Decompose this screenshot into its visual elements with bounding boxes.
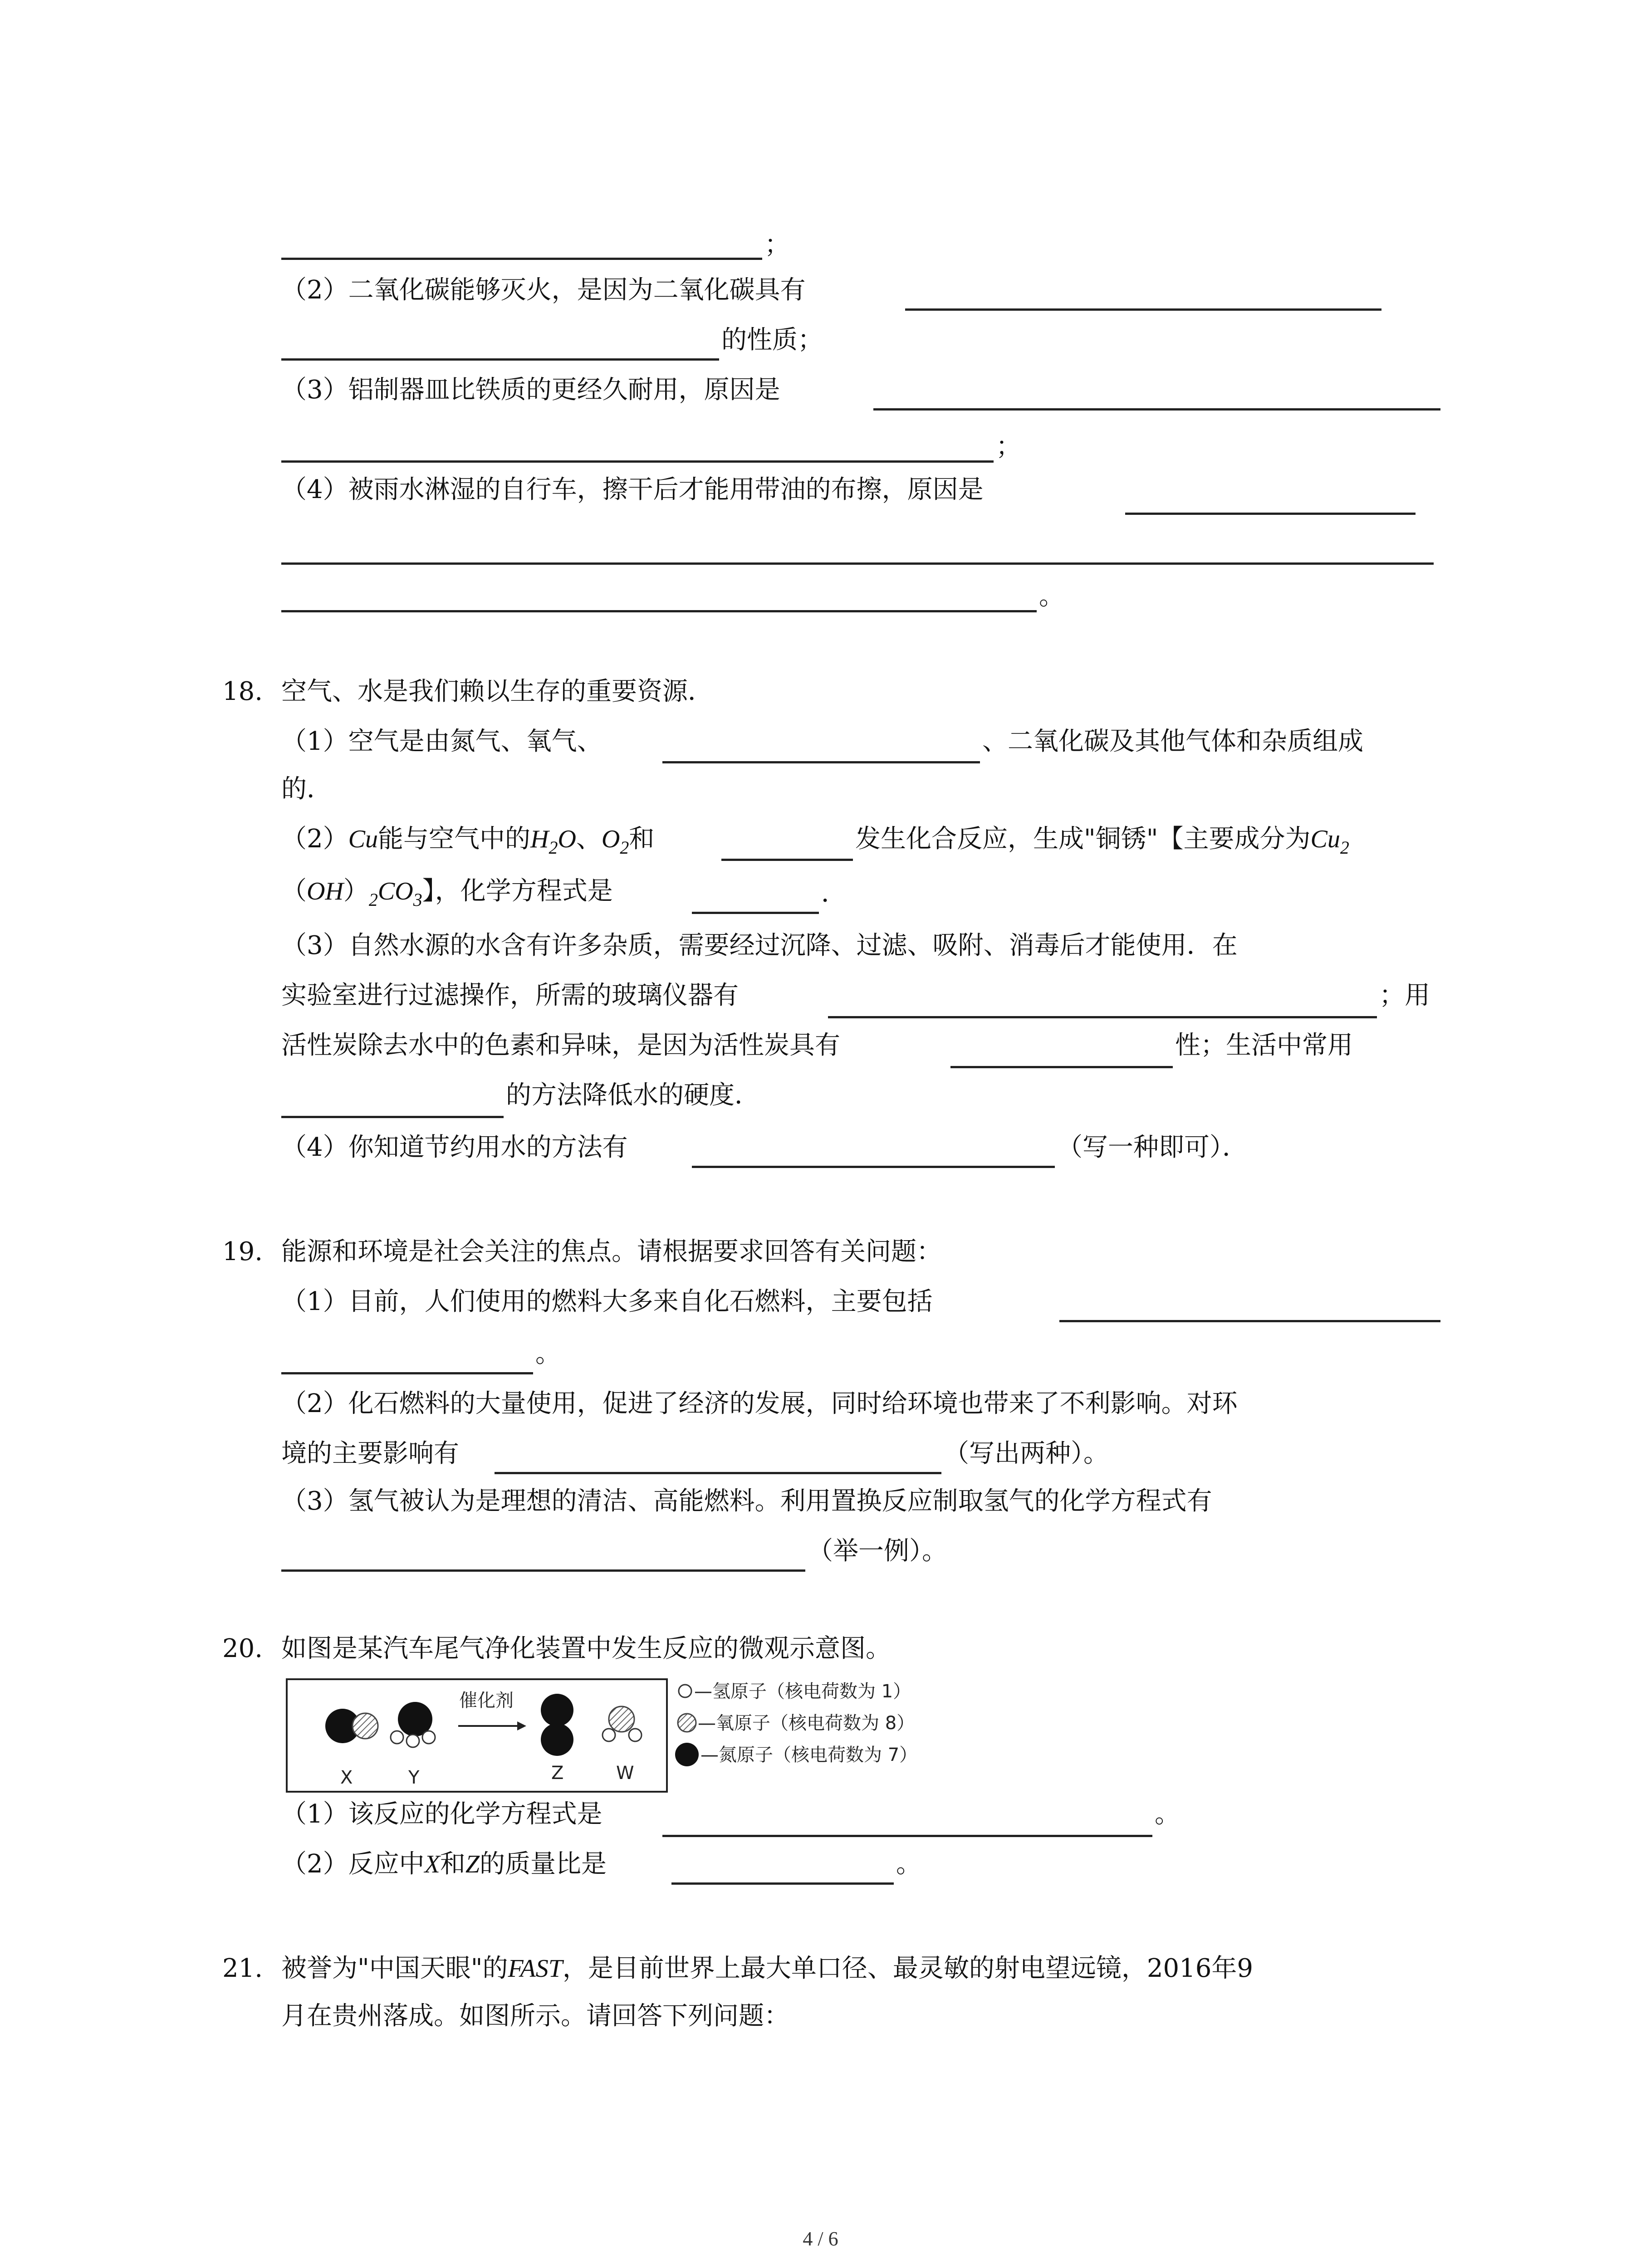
oxygen-atom: [609, 1706, 634, 1732]
q19-part2-b: 境的主要影响有: [281, 1439, 459, 1468]
answer-blank[interactable]: [281, 358, 719, 361]
q20-part1: （1）该反应的化学方程式是: [281, 1799, 603, 1829]
answer-blank[interactable]: [950, 1066, 1173, 1068]
question-stem: 被誉为"中国天眼"的FAST，是目前世界上最大单口径、最灵敏的射电望远镜，2016年9: [281, 1954, 1254, 1983]
legend-hydrogen: —氢原子（核电荷数为 1）: [694, 1681, 911, 1702]
label-z: Z: [551, 1763, 564, 1784]
q17-part4: （4）被雨水淋湿的自行车，擦干后才能用带油的布擦，原因是: [281, 475, 984, 504]
legend-oxygen-icon: [678, 1714, 696, 1732]
q18-part3: （3）自然水源的水含有许多杂质，需要经过沉降、过滤、吸附、消毒后才能使用．在: [281, 931, 1238, 960]
answer-blank[interactable]: [1125, 513, 1416, 515]
hydrogen-atom: [603, 1729, 615, 1741]
legend-nitrogen-icon: [675, 1743, 699, 1766]
answer-blank[interactable]: [281, 610, 1037, 612]
answer-blank[interactable]: [828, 1016, 1377, 1018]
hydrogen-atom: [422, 1731, 435, 1744]
q18-part2-c: $(OH)_2CO_3$】，化学方程式是: [281, 876, 613, 910]
molecule-w: [603, 1706, 642, 1741]
q18-part3-d: 活性炭除去水中的色素和异味，是因为活性炭具有: [281, 1031, 840, 1060]
question-number: 21.: [222, 1954, 263, 1983]
formula-cu2: $Cu_2$: [1310, 825, 1349, 858]
molecule-y: [391, 1702, 435, 1747]
q18-part3-b: 实验室进行过滤操作，所需的玻璃仪器有: [281, 981, 739, 1010]
arrow-head: [517, 1721, 526, 1730]
question-stem: 能源和环境是社会关注的焦点。请根据要求回答有关问题：: [281, 1237, 942, 1266]
nitrogen-atom: [541, 1694, 573, 1726]
answer-blank[interactable]: [873, 408, 1440, 411]
formula-cu: Cu: [348, 825, 378, 853]
oxygen-atom: [353, 1713, 378, 1739]
legend-hydrogen-icon: [679, 1685, 691, 1697]
q18-part2-b: 发生化合反应，生成"铜锈"【主要成分为$Cu_2$: [855, 824, 1349, 858]
q19-part3: （3）氢气被认为是理想的清洁、高能燃料。利用置换反应制取氢气的化学方程式有: [281, 1486, 1212, 1516]
formula-o2: $O_2$: [601, 825, 629, 858]
punct: ；: [764, 230, 790, 259]
answer-blank[interactable]: [662, 1835, 1152, 1837]
q18-part1-c: 的．: [281, 774, 332, 804]
legend-oxygen: —氧原子（核电荷数为 8）: [698, 1713, 915, 1734]
question-number: 19.: [222, 1237, 263, 1266]
answer-blank[interactable]: [281, 1116, 504, 1118]
hydrogen-atom: [629, 1729, 642, 1741]
formula-h2o: $H_2O$: [530, 825, 576, 858]
q18-part4-b: （写一种即可）．: [1057, 1133, 1248, 1162]
reaction-diagram: [286, 1678, 921, 1796]
punct: ．: [821, 879, 847, 908]
answer-blank[interactable]: [281, 1569, 805, 1572]
answer-blank[interactable]: [281, 562, 1434, 565]
q18-part1: （1）空气是由氮气、氧气、: [281, 727, 603, 756]
q18-part3-c: ；用: [1379, 981, 1430, 1010]
answer-blank[interactable]: [721, 859, 853, 861]
formula-oh: OH: [307, 877, 343, 905]
label-x: X: [340, 1767, 353, 1788]
molecule-z: [541, 1694, 573, 1756]
q17-part2: （2）二氧化碳能够灭火，是因为二氧化碳具有: [281, 275, 806, 305]
answer-blank[interactable]: [692, 912, 819, 914]
punct: 。: [896, 1849, 921, 1879]
punct: ；: [996, 432, 1021, 461]
question-stem: 空气、水是我们赖以生存的重要资源．: [281, 677, 713, 706]
question-stem-line2: 月在贵州落成。如图所示。请回答下列问题：: [281, 2001, 789, 2031]
punct: 。: [535, 1339, 561, 1369]
nitrogen-atom: [541, 1723, 573, 1756]
q19-part2-c: （写出两种）。: [944, 1439, 1109, 1468]
hydrogen-atom: [407, 1735, 419, 1747]
answer-blank[interactable]: [1059, 1320, 1440, 1322]
q19-part1: （1）目前，人们使用的燃料大多来自化石燃料，主要包括: [281, 1287, 933, 1316]
q19-part2: （2）化石燃料的大量使用，促进了经济的发展，同时给环境也带来了不利影响。对环: [281, 1389, 1238, 1418]
answer-blank[interactable]: [281, 1372, 533, 1374]
punct: 。: [1155, 1799, 1180, 1829]
question-number: 18.: [222, 677, 263, 706]
q20-part2: （2）反应中X和Z的质量比是: [281, 1849, 607, 1879]
q17-part2-end: 的性质；: [721, 325, 823, 355]
formula-co3: $_2CO_3$: [368, 877, 422, 910]
q18-part4: （4）你知道节约用水的方法有: [281, 1133, 628, 1162]
hydrogen-atom: [391, 1731, 403, 1744]
answer-blank[interactable]: [281, 460, 994, 463]
punct: 。: [1039, 582, 1064, 611]
question-stem: 如图是某汽车尾气净化装置中发生反应的微观示意图。: [281, 1634, 891, 1663]
answer-blank[interactable]: [662, 761, 980, 763]
q17-part3: （3）铝制器皿比铁质的更经久耐用，原因是: [281, 375, 780, 405]
answer-blank[interactable]: [905, 308, 1381, 311]
catalyst-label: 催化剂: [459, 1690, 514, 1711]
answer-blank[interactable]: [692, 1166, 1055, 1168]
q18-part3-e: 性；生活中常用: [1175, 1031, 1353, 1060]
q18-part3-f: 的方法降低水的硬度．: [506, 1080, 760, 1110]
answer-blank[interactable]: [495, 1472, 941, 1474]
q19-part3-b: （举一例）。: [808, 1536, 947, 1566]
q18-part2: （2）Cu能与空气中的$H_2O$、$O_2$和: [281, 824, 655, 858]
label-w: W: [616, 1763, 634, 1784]
question-number: 20.: [222, 1634, 263, 1663]
answer-blank[interactable]: [671, 1882, 894, 1885]
legend-nitrogen: —氮原子（核电荷数为 7）: [700, 1745, 918, 1765]
label-y: Y: [408, 1767, 420, 1788]
page-number: 4 / 6: [803, 2228, 838, 2250]
answer-blank[interactable]: [281, 258, 762, 260]
molecule-x: [325, 1709, 378, 1743]
q18-part1-b: 、二氧化碳及其他气体和杂质组成: [982, 727, 1363, 756]
